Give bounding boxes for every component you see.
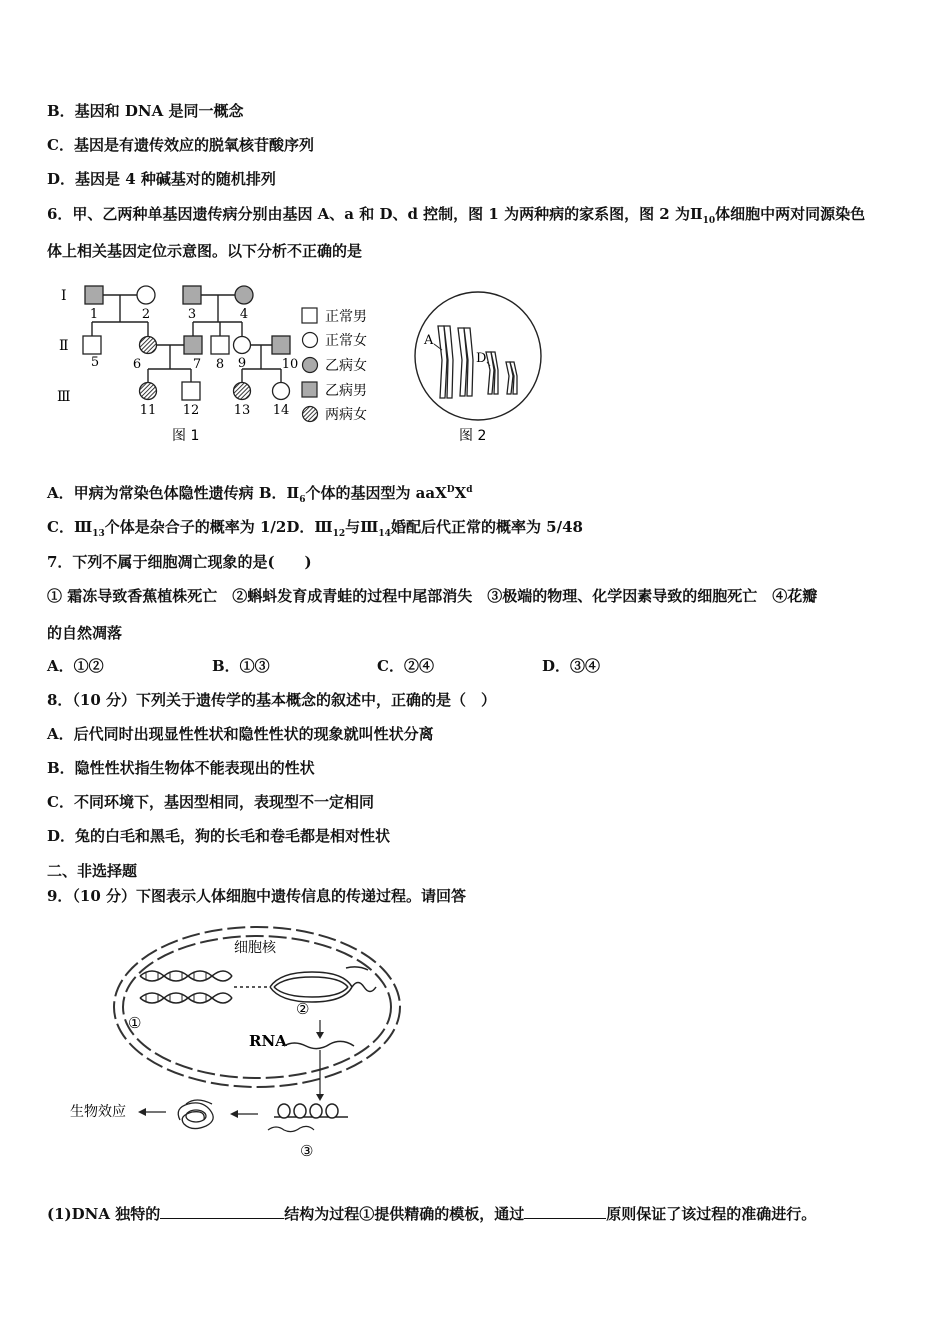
marker-3: ③	[300, 1142, 314, 1160]
marker-1: ①	[128, 1014, 142, 1032]
ind-12	[182, 382, 200, 400]
ind-num: 10	[281, 357, 299, 372]
ind-num: 12	[182, 403, 200, 418]
ind-4	[235, 286, 253, 304]
legend-disease-b-female: 乙病女	[325, 358, 367, 374]
gen-label-2: Ⅱ	[59, 338, 69, 354]
ind-10	[272, 336, 290, 354]
figure2-caption: 图 2	[459, 428, 487, 444]
q9-stem: 9．（10 分）下图表示人体细胞中遗传信息的传递过程。请回答	[47, 887, 467, 905]
q8-option-d: D．兔的白毛和黑毛，狗的长毛和卷毛都是相对性状	[47, 827, 391, 845]
ind-num: 1	[89, 307, 99, 322]
ind-14	[273, 383, 290, 400]
ind-num: 13	[233, 403, 251, 418]
ind-num: 7	[192, 357, 202, 372]
ind-5	[83, 336, 101, 354]
ind-3	[183, 286, 201, 304]
q6-option-a-b: A．甲病为常染色体隐性遗传病 B．$Ⅱ_6$个体的基因型为 $aaX^DX^d$	[47, 484, 473, 505]
ind-num: 5	[90, 355, 100, 370]
q5-option-b: B．基因和 DNA 是同一概念	[47, 102, 244, 120]
gen-label-1: Ⅰ	[61, 288, 67, 304]
ind-num: 6	[132, 357, 142, 372]
effect-label: 生物效应	[70, 1104, 126, 1120]
q8-option-c: C．不同环境下，基因型相同，表现型不一定相同	[47, 793, 374, 811]
q5-option-c: C．基因是有遗传效应的脱氧核苷酸序列	[47, 136, 314, 154]
gene-expression-figure	[62, 920, 412, 1165]
q8-stem: 8．（10 分）下列关于遗传学的基本概念的叙述中，正确的是（ ）	[47, 691, 497, 709]
q6-option-c-d: C．$Ⅲ_{13}$个体是杂合子的概率为 1/2D．$Ⅲ_{12}$与$Ⅲ_{14}$婚配后代正常的概率为 5/48	[47, 518, 583, 539]
pedigree-figure	[45, 276, 405, 451]
q7-stem: 7．下列不属于细胞凋亡现象的是( )	[47, 553, 312, 571]
q7-option-d: D．③④	[542, 657, 601, 675]
answer-blank-2[interactable]	[524, 1202, 606, 1219]
ind-9	[234, 337, 251, 354]
ind-6	[140, 337, 157, 354]
q5-option-d: D．基因是 4 种碱基对的随机排列	[47, 170, 276, 188]
nucleus-label: 细胞核	[234, 940, 276, 956]
legend-normal-male: 正常男	[325, 309, 367, 325]
ind-num: 3	[187, 307, 197, 322]
ind-num: 9	[237, 356, 247, 371]
q7-option-b: B．①③	[212, 657, 270, 675]
ind-11	[140, 383, 157, 400]
q6-stem-line2: 体上相关基因定位示意图。以下分析不正确的是	[47, 242, 363, 260]
ind-7	[184, 336, 202, 354]
marker-2: ②	[296, 1000, 310, 1018]
q9-sub1: (1)DNA 独特的 结构为过程①提供精确的模板，通过 原则保证了该过程的准确进行。	[47, 1202, 816, 1224]
section-heading: 二、非选择题	[47, 862, 138, 880]
q8-option-a: A．后代同时出现显性性状和隐性性状的现象就叫性状分离	[47, 725, 434, 743]
gene-a-label: A	[424, 333, 434, 348]
ind-1	[85, 286, 103, 304]
answer-blank-1[interactable]	[160, 1202, 284, 1219]
q7-option-a: A．①②	[47, 657, 104, 675]
figure1-caption: 图 1	[172, 428, 200, 444]
legend-normal-female: 正常女	[325, 333, 367, 349]
q8-option-b: B．隐性性状指生物体不能表现出的性状	[47, 759, 315, 777]
q7-items-line2: 的自然凋落	[47, 624, 123, 642]
ind-8	[211, 336, 229, 354]
q6-stem-line1: 6．甲、乙两种单基因遗传病分别由基因 A、a 和 D、d 控制，图 1 为两种病的家系图，图 2 为$Ⅱ_{10}$体细胞中两对同源染色	[47, 205, 866, 226]
ind-num: 2	[141, 307, 151, 322]
chromosome-figure	[412, 290, 547, 450]
ind-13	[234, 383, 251, 400]
q7-option-c: C．②④	[377, 657, 434, 675]
ind-num: 14	[272, 403, 290, 418]
ind-2	[137, 286, 155, 304]
q7-items-line1: ① 霜冻导致香蕉植株死亡 ②蝌蚪发育成青蛙的过程中尾部消失 ③极端的物理、化学因素导致的细胞死亡 ④花瓣	[47, 587, 818, 605]
gene-d-label: D	[476, 351, 487, 366]
ind-num: 11	[139, 403, 157, 418]
gen-label-3: Ⅲ	[57, 389, 71, 405]
rna-label: RNA	[249, 1032, 287, 1050]
ind-num: 4	[239, 307, 249, 322]
legend-both-female: 两病女	[325, 407, 367, 423]
legend-disease-b-male: 乙病男	[325, 383, 367, 399]
ind-num: 8	[215, 357, 225, 372]
